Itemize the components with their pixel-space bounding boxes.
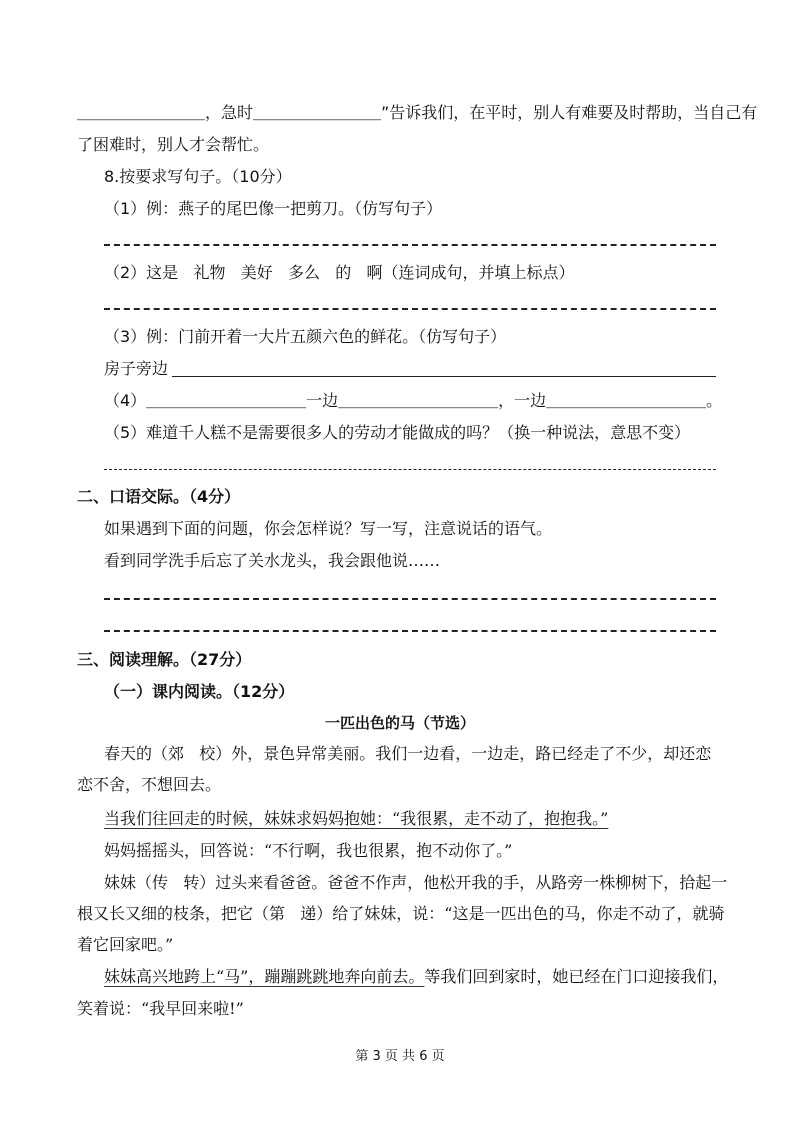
q7-tail-line2: 了困难时，别人才会帮忙。 [77, 135, 270, 154]
passage-para2-underlined: 当我们往回走的时候，妹妹求妈妈抱她：“我很累，走不动了，抱抱我。” [104, 809, 609, 828]
q8-sentence-2: （2）这是 礼物 美好 多么 的 啊（连词成句，并填上标点） [104, 263, 575, 282]
section-2-heading: 二、口语交际。（4分） [77, 487, 241, 506]
passage-para4-line3: 着它回家吧。” [77, 935, 174, 954]
passage-para4-line2: 根又长又细的枝条，把它（第 递）给了妹妹，说：“这是一匹出色的马，你走不动了，就骑 [77, 904, 725, 923]
passage-para5-line1 [104, 967, 728, 987]
q8-heading: 8.按要求写句子。（10分） [104, 167, 292, 186]
passage-para5-line2: 笑着说：“我早回来啦!” [77, 999, 244, 1018]
answer-line-5 [104, 469, 716, 470]
passage-para1-line2: 恋不舍，不想回去。 [77, 775, 222, 794]
q7-tail-line1: ＿＿＿＿＿＿＿＿，急时＿＿＿＿＿＿＿＿”告诉我们，在平时，别人有难要及时帮助，当自己有 [77, 103, 758, 122]
q8-sentence-3-prefix: 房子旁边 [104, 359, 169, 378]
passage-para4-line1: 妹妹（传 转）过头来看爸爸。爸爸不作声，他松开我的手，从路旁一株柳树下，拾起一 [104, 873, 728, 892]
answer-line-1 [104, 244, 716, 246]
passage-para5-rest: 等我们回到家时，她已经在门口迎接我们， [424, 967, 729, 986]
q8-sentence-1: （1）例：燕子的尾巴像一把剪刀。（仿写句子） [104, 199, 443, 218]
section-2-scenario: 看到同学洗手后忘了关水龙头，我会跟他说…… [104, 551, 441, 570]
answer-line-3 [172, 376, 716, 377]
answer-line-7 [104, 630, 716, 632]
q8-sentence-3: （3）例：门前开着一大片五颜六色的鲜花。（仿写句子） [104, 327, 507, 346]
q8-sentence-5: （5）难道千人糕不是需要很多人的劳动才能做成的吗？（换一种说法，意思不变） [104, 423, 691, 442]
passage-para5-underlined: 妹妹高兴地跨上“马”，蹦蹦跳跳地奔向前去。 [104, 967, 425, 986]
answer-line-6 [104, 598, 716, 600]
page-number: 第 3 页 共 6 页 [355, 1049, 445, 1064]
section-2-prompt: 如果遇到下面的问题，你会怎样说？写一写，注意说话的语气。 [104, 519, 553, 538]
passage-para1-line1: 春天的（郊 校）外，景色异常美丽。我们一边看，一边走，路已经走了不少，却还恋 [104, 744, 712, 763]
q8-sentence-4: （4）＿＿＿＿＿＿＿＿＿＿一边＿＿＿＿＿＿＿＿＿＿，一边＿＿＿＿＿＿＿＿＿＿。 [104, 391, 723, 410]
answer-line-2 [104, 308, 716, 310]
passage-para3: 妈妈摇摇头，回答说：“不行啊，我也很累，抱不动你了。” [104, 841, 513, 860]
section-3-subheading: （一）课内阅读。（12分） [104, 682, 295, 701]
passage-title: 一匹出色的马（节选） [324, 714, 475, 732]
section-3-heading: 三、阅读理解。（27分） [77, 650, 252, 669]
